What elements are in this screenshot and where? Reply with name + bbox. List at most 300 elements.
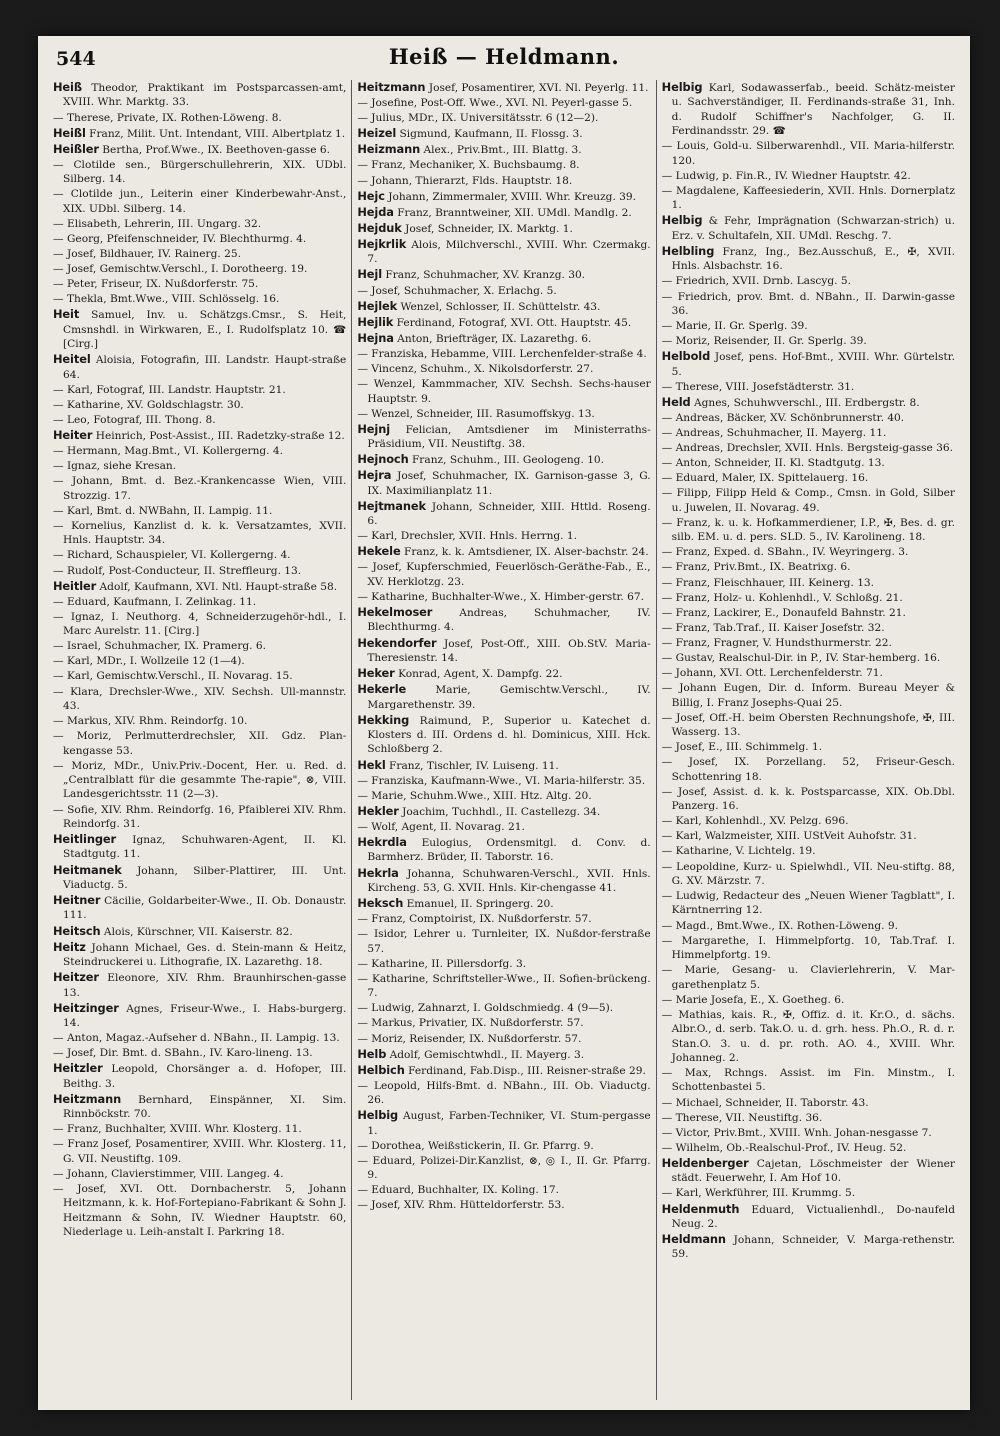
directory-entry	[662, 711, 955, 740]
entry-text: — Louis, Gold-u. Silberwarenhdl., VII. Maria-hilferstr. 120.	[661, 140, 955, 167]
entry-text: — Josef, Bildhauer, IV. Rainerg. 25.	[53, 247, 241, 260]
directory-entry	[662, 666, 955, 680]
entry-text: — Mathias, kais. R., ✠, Offiz. d. it. Kr.O., d. sächs. Albr.O., d. serb. Tak.O. u. d. grh. hess. Ph.O., R. d. r. Stan.O. 3. u. d. pr. roth. AO. 4., XVIII. Whr. Johanneg. 2.	[661, 1008, 955, 1064]
entry-surname: Heitsch	[53, 923, 101, 938]
directory-entry	[357, 666, 650, 681]
entry-text: — Karl, Bmt. d. NWBahn, II. Lampig. 11.	[53, 504, 273, 517]
directory-entry	[53, 970, 346, 1000]
entry-surname: Hekele	[357, 544, 401, 559]
entry-text: — Sofie, XIV. Rhm. Reindorfg. 16, Pfaiblerei XIV. Rhm. Reindorfg. 31.	[53, 803, 347, 830]
entry-text: Eleonore, XIV. Rhm. Braunhirschen-gasse 13.	[63, 972, 347, 999]
directory-column-2	[351, 80, 655, 1400]
entry-text: — Clotilde jun., Leiterin einer Kinderbewahr-Anst., XIX. UDbl. Silberg. 14.	[53, 188, 347, 215]
entry-surname: Heitzer	[53, 970, 99, 985]
directory-entry	[357, 896, 650, 911]
directory-entry	[357, 1016, 650, 1030]
directory-entry	[357, 205, 650, 220]
entry-text: — Hermann, Mag.Bmt., VI. Kollergerng. 4.	[53, 445, 284, 458]
entry-text: — Franz, Lackirer, E., Donaufeld Bahnstr. 21.	[661, 606, 906, 619]
entry-text: — Ignaz, siehe Kresan.	[53, 460, 177, 473]
directory-entry	[357, 189, 650, 204]
entry-text: Samuel, Inv. u. Schätzgs.Cmsr., S. Heit, Cmsnshdl. in Wirkwaren, E., I. Rudolfsplatz 10. ☎ [Cirg.]	[63, 309, 347, 351]
entry-text: — Ludwig, p. Fin.R., IV. Wiedner Hauptstr. 42.	[661, 169, 911, 182]
directory-entry	[53, 277, 346, 291]
directory-entry	[53, 564, 346, 578]
directory-entry	[357, 1183, 650, 1197]
entry-text: Andreas, Schuhmacher, IV. Blechthurmg. 4.	[367, 607, 651, 634]
directory-entry	[357, 1108, 650, 1138]
entry-text: — Karl, Fotograf, III. Landstr. Hauptstr. 21.	[53, 383, 286, 396]
directory-entry	[357, 1198, 650, 1212]
entry-text: — Josef, XVI. Ott. Dornbacherstr. 5, Johann Heitzmann, k. k. Hof-Fortepiano-Fabrikant & Sohn J. Heitzmann & Sohn, IV. Wiedner Hauptstr. 60, Niederlage u. Leih-anstalt I. Parkring 18.	[53, 1183, 347, 1239]
entry-text: — Karl, MDr., I. Wollzeile 12 (1—4).	[53, 655, 245, 668]
directory-entry	[662, 785, 955, 814]
directory-entry	[53, 639, 346, 653]
entry-text: — Josef, Dir. Bmt. d. SBahn., IV. Karo-lineng. 13.	[53, 1047, 313, 1060]
entry-surname: Heizmann	[357, 142, 421, 157]
entry-text: Franz, Branntweiner, XII. UMdl. Mandlg. 2.	[393, 206, 632, 219]
directory-entry	[662, 1096, 955, 1110]
directory-entry	[662, 184, 955, 213]
directory-entry	[357, 284, 650, 298]
entry-text: — Moriz, Perlmutterdrechsler, XII. Gdz. Plan-kengasse 53.	[53, 730, 347, 757]
entry-text: — Anton, Magaz.-Aufseher d. NBahn., II. Lampig. 13.	[53, 1032, 340, 1045]
entry-text: — Elisabeth, Lehrerin, III. Ungarg. 32.	[53, 217, 262, 230]
entry-text: Franz, Schuhm., III. Geologeng. 10.	[408, 454, 605, 467]
directory-entry	[357, 174, 650, 188]
directory-entry	[357, 96, 650, 110]
entry-text: — Karl, Walzmeister, XIII. UStVeit Auhofstr. 31.	[661, 830, 917, 843]
entry-text: — Klara, Drechsler-Wwe., XIV. Sechsh. Ull-mannstr. 43.	[53, 685, 347, 712]
directory-entry	[357, 866, 650, 896]
entry-text: — Katharine, Buchhalter-Wwe., X. Himber-gerstr. 67.	[357, 590, 644, 603]
entry-text: Eulogius, Ordensmitgl. d. Conv. d. Barmherz. Brüder, II. Taborstr. 16.	[367, 837, 651, 864]
entry-text: — Katharine, XV. Goldschlagstr. 30.	[53, 398, 244, 411]
directory-entry	[53, 80, 346, 110]
entry-surname: Heitner	[53, 893, 101, 908]
directory-entry	[662, 1156, 955, 1186]
directory-entry	[357, 299, 650, 314]
directory-entry	[662, 380, 955, 394]
entry-text: — Therese, VII. Neustiftg. 36.	[661, 1111, 823, 1124]
entry-text: Johann, Schneider, XIII. Httld. Roseng. 6.	[367, 500, 651, 528]
directory-entry	[357, 111, 650, 125]
directory-entry	[357, 912, 650, 926]
entry-text: — Friedrich, XVII. Drnb. Lascyg. 5.	[661, 275, 851, 288]
directory-page	[38, 36, 970, 1410]
directory-entry	[53, 940, 346, 970]
directory-entry	[662, 1202, 955, 1232]
directory-entry	[53, 610, 346, 639]
directory-entry	[357, 80, 650, 95]
entry-text: — Georg, Pfeifenschneider, IV. Blechthurmg. 4.	[53, 232, 307, 245]
directory-entry	[53, 217, 346, 231]
entry-text: Franz, k. k. Amtsdiener, IX. Alser-bachstr. 24.	[400, 546, 649, 559]
entry-text: — Wenzel, Schneider, III. Rasumoffskyg. 13.	[357, 407, 595, 420]
entry-text: — Franz, Buchhalter, XVIII. Whr. Klosterg. 11.	[53, 1123, 302, 1136]
entry-surname: Heißler	[53, 141, 99, 156]
entry-text: — Katharine, V. Lichtelg. 19.	[661, 845, 816, 858]
entry-surname: Hejnoch	[357, 452, 409, 467]
directory-entry	[662, 844, 955, 858]
entry-text: Agnes, Friseur-Wwe., I. Habs-burgerg. 14.	[63, 1002, 347, 1030]
entry-surname: Heitmanek	[53, 862, 122, 877]
directory-entry	[357, 713, 650, 757]
directory-entry	[53, 669, 346, 683]
entry-text: Ferdinand, Fotograf, XVI. Ott. Hauptstr. 45.	[393, 316, 632, 329]
directory-entry	[53, 142, 346, 157]
entry-surname: Heitzmann	[53, 1091, 122, 1106]
directory-entry	[53, 685, 346, 714]
entry-text: — Johann Eugen, Dir. d. Inform. Bureau Meyer & Billig, I. Franz Josephs-Quai 25.	[661, 682, 955, 709]
directory-entry	[662, 860, 955, 889]
directory-entry	[53, 474, 346, 503]
directory-entry	[357, 1139, 650, 1153]
entry-text: Marie, Gemischtw.Verschl., IV. Margarethenstr. 39.	[367, 684, 651, 711]
directory-entry	[357, 407, 650, 421]
entry-surname: Helbig	[661, 80, 703, 94]
directory-entry	[357, 237, 650, 267]
entry-surname: Hekrdla	[357, 835, 407, 850]
directory-entry	[357, 1063, 650, 1078]
entry-text: — Andreas, Schuhmacher, II. Mayerg. 11.	[661, 426, 887, 439]
entry-text: — Ignaz, I. Neuthorg. 4, Schneiderzugehör-hdl., I. Marc Aurelstr. 11. [Cirg.]	[53, 610, 347, 638]
entry-surname: Helbig	[661, 213, 703, 228]
directory-entry	[53, 262, 346, 276]
directory-entry	[662, 516, 955, 545]
directory-entry	[53, 428, 346, 443]
entry-text: & Fehr, Imprägnation (Schwarzan-strich) u. Erz. v. Schultafeln, XII. UMdl. Reschg. 7.	[671, 215, 955, 242]
entry-surname: Heitzinger	[53, 1000, 119, 1015]
directory-entry	[357, 315, 650, 330]
directory-entry	[53, 595, 346, 609]
entry-surname: Hekerle	[357, 682, 407, 697]
entry-text: — Franz, Comptoirist, IX. Nußdorferstr. 57.	[357, 913, 592, 926]
entry-text: Heinrich, Post-Assist., III. Radetzky-straße 12.	[92, 430, 345, 443]
directory-entry	[53, 459, 346, 473]
directory-entry	[662, 274, 955, 288]
entry-text: August, Farben-Techniker, VI. Stum-pergasse 1.	[367, 1110, 651, 1137]
directory-entry	[662, 1008, 955, 1066]
directory-entry	[662, 651, 955, 665]
entry-text: Bernhard, Einspänner, XI. Sim. Rinnböckstr. 70.	[63, 1093, 347, 1121]
entry-text: — Friedrich, prov. Bmt. d. NBahn., II. Darwin-gasse 36.	[661, 290, 955, 317]
directory-entry	[53, 292, 346, 306]
directory-entry	[53, 232, 346, 246]
directory-entry	[53, 863, 346, 893]
directory-entry	[357, 544, 650, 559]
directory-entry	[662, 1141, 955, 1155]
entry-text: — Wilhelm, Ob.-Realschul-Prof., IV. Heug. 52.	[661, 1141, 907, 1154]
entry-text: Leopold, Chorsänger a. d. Hofoper, III. Beithg. 3.	[63, 1063, 347, 1090]
directory-entry	[357, 422, 650, 452]
directory-entry	[662, 621, 955, 635]
entry-text: — Marie, Schuhm.Wwe., XIII. Htz. Altg. 20.	[357, 789, 592, 802]
directory-entry	[357, 804, 650, 819]
entry-surname: Hejlek	[357, 298, 398, 313]
entry-text: Ignaz, Schuhwaren-Agent, II. Kl. Stadtgutg. 11.	[63, 834, 347, 861]
entry-text: Johann, Zimmermaler, XVIII. Whr. Kreuzg. 39.	[384, 190, 637, 203]
entry-text: — Josef, Kupferschmied, Feuerlösch-Geräthe-Fab., E., XV. Herklotzg. 23.	[357, 561, 651, 588]
entry-surname: Helbich	[357, 1062, 405, 1077]
directory-entry	[662, 681, 955, 710]
page-number: 544	[56, 48, 96, 70]
entry-text: Raimund, P., Superior u. Katechet d. Klosters d. III. Ordens d. hl. Dominicus, XIII. Hck. Schloßberg 2.	[367, 714, 651, 756]
directory-entry	[662, 349, 955, 379]
entry-surname: Heitz	[53, 939, 86, 954]
directory-entry	[662, 993, 955, 1007]
entry-text: — Franz, Priv.Bmt., IX. Beatrixg. 6.	[661, 561, 851, 574]
entry-surname: Held	[661, 394, 691, 409]
directory-entry	[53, 1122, 346, 1136]
entry-text: Josef, Post-Off., XIII. Ob.StV. Maria-Theresienstr. 14.	[367, 637, 651, 664]
directory-entry	[53, 714, 346, 728]
entry-text: — Karl, Drechsler, XVII. Hnls. Herrng. 1.	[357, 530, 578, 543]
directory-entry	[662, 169, 955, 183]
entry-text: — Josef, Schuhmacher, X. Erlachg. 5.	[357, 284, 557, 297]
directory-entry	[53, 579, 346, 594]
directory-entry	[357, 377, 650, 406]
entry-text: — Franz, Exped. d. SBahn., IV. Weyringerg. 3.	[661, 546, 909, 559]
entry-text: — Anton, Schneider, II. Kl. Stadtgutg. 13.	[661, 457, 885, 470]
directory-entry	[53, 832, 346, 862]
entry-surname: Hejkrlik	[357, 236, 407, 251]
entry-surname: Hejtmanek	[357, 498, 427, 513]
directory-entry	[662, 411, 955, 425]
directory-entry	[357, 789, 650, 803]
entry-text: — Josef, E., III. Schimmelg. 1.	[661, 741, 823, 754]
directory-entry	[357, 605, 650, 635]
directory-entry	[357, 452, 650, 467]
directory-entry	[662, 636, 955, 650]
directory-entry	[53, 1092, 346, 1122]
entry-text: — Therese, VIII. Josefstädterstr. 31.	[661, 380, 855, 393]
directory-entry	[357, 820, 650, 834]
entry-text: — Therese, Private, IX. Rothen-Löweng. 8.	[53, 111, 282, 124]
entry-text: — Israel, Schuhmacher, IX. Pramerg. 6.	[53, 640, 267, 653]
directory-entry	[662, 395, 955, 410]
directory-entry	[662, 471, 955, 485]
entry-text: — Eduard, Kaufmann, I. Zelinkag. 11.	[53, 595, 257, 608]
entry-surname: Heitlinger	[53, 832, 117, 847]
entry-surname: Hekler	[357, 803, 399, 818]
directory-entry	[53, 1001, 346, 1031]
directory-entry	[357, 158, 650, 172]
entry-text: — Franz, Holz- u. Kohlenhdl., V. Schloßg. 21.	[661, 591, 903, 604]
entry-text: — Josef, XIV. Rhm. Hütteldorferstr. 53.	[357, 1199, 565, 1212]
entry-text: — Peter, Friseur, IX. Nußdorferstr. 75.	[53, 278, 259, 291]
directory-entry	[53, 1137, 346, 1166]
entry-text: — Julius, MDr., IX. Universitätsstr. 6 (12—2).	[357, 112, 599, 125]
entry-text: — Marie, II. Gr. Sperlg. 39.	[661, 320, 808, 332]
directory-entry	[53, 158, 346, 187]
directory-entry	[53, 1061, 346, 1091]
entry-text: — Victor, Priv.Bmt., XVIII. Wnh. Johan-nesgasse 7.	[661, 1126, 932, 1139]
directory-entry	[357, 682, 650, 712]
directory-entry	[357, 590, 650, 604]
directory-entry	[662, 755, 955, 784]
entry-text: Franz, Schuhmacher, XV. Kranzg. 30.	[382, 269, 586, 282]
directory-entry	[662, 213, 955, 243]
entry-text: — Josef, Assist. d. k. k. Postsparcasse, XIX. Ob.Dbl. Panzerg. 16.	[661, 785, 955, 813]
entry-surname: Hejra	[357, 468, 392, 483]
entry-text: Eduard, Victualienhdl., Do-naufeld Neug. 2.	[671, 1203, 955, 1230]
entry-text: — Wenzel, Kammmacher, XIV. Sechsh. Sechs-hauser Hauptstr. 9.	[357, 378, 651, 405]
directory-entry	[662, 334, 955, 348]
entry-text: Emanuel, II. Springerg. 20.	[403, 898, 554, 911]
entry-surname: Heißl	[53, 125, 86, 140]
entry-text: Konrad, Agent, X. Dampfg. 22.	[394, 668, 563, 681]
directory-entry	[53, 548, 346, 562]
entry-surname: Heldenberger	[661, 1155, 749, 1170]
entry-text: — Josef, Off.-H. beim Obersten Rechnungshofe, ✠, III. Wasserg. 13.	[661, 711, 955, 739]
directory-entry	[357, 468, 650, 498]
directory-entry	[662, 1186, 955, 1200]
entry-text: — Andreas, Bäcker, XV. Schönbrunnerstr. 40.	[661, 411, 905, 424]
directory-entry	[357, 636, 650, 666]
entry-surname: Heitler	[53, 578, 97, 593]
directory-entry	[357, 774, 650, 788]
directory-entry	[53, 729, 346, 758]
entry-surname: Hekl	[357, 757, 386, 772]
directory-entry	[357, 499, 650, 529]
entry-surname: Hekelmoser	[357, 605, 433, 620]
entry-text: — Richard, Schauspieler, VI. Kollergerng. 4.	[53, 549, 291, 562]
entry-text: — Franziska, Kaufmann-Wwe., VI. Maria-hilferstr. 35.	[357, 774, 646, 787]
entry-text: — Franz, Mechaniker, X. Buchsbaumg. 8.	[357, 159, 580, 172]
directory-entry	[357, 560, 650, 589]
directory-entry	[53, 504, 346, 518]
entry-text: — Markus, Privatier, IX. Nußdorferstr. 57.	[357, 1017, 584, 1030]
directory-entry	[357, 1047, 650, 1062]
entry-surname: Helbold	[661, 349, 711, 364]
directory-entry	[357, 267, 650, 282]
entry-text: — Moriz, Reisender, II. Gr. Sperlg. 39.	[661, 335, 867, 348]
entry-surname: Hekking	[357, 712, 410, 727]
entry-text: Johann Michael, Ges. d. Stein-mann & Heitz, Steindruckerei u. Lithografie, IX. Lazarethg. 18.	[63, 941, 347, 969]
directory-entry	[53, 803, 346, 832]
directory-entry	[662, 244, 955, 274]
directory-entry	[53, 413, 346, 427]
directory-entry	[357, 972, 650, 1001]
entry-text: — Marie Josefa, E., X. Goetheg. 6.	[661, 993, 845, 1006]
entry-surname: Helbling	[661, 243, 715, 258]
directory-entry	[662, 1232, 955, 1262]
directory-entry	[357, 758, 650, 773]
directory-entry	[662, 591, 955, 605]
entry-text: — Moriz, Reisender, IX. Nußdorferstr. 57.	[357, 1032, 582, 1045]
directory-entry	[53, 893, 346, 923]
directory-entry	[357, 1154, 650, 1183]
directory-entry	[53, 444, 346, 458]
entry-text: Adolf, Gemischtwhdl., II. Mayerg. 3.	[386, 1048, 585, 1061]
entry-text: — Margarethe, I. Himmelpfortg. 10, Tab.Traf. I. Himmelpfortg. 19.	[661, 934, 955, 962]
directory-entry	[53, 924, 346, 939]
directory-entry	[662, 814, 955, 828]
entry-text: Anton, Briefträger, IX. Lazarethg. 6.	[393, 332, 592, 345]
page-header	[50, 44, 958, 76]
entry-text: Theodor, Praktikant im Postsparcassen-amt, XVIII. Whr. Marktg. 33.	[63, 82, 347, 109]
directory-entry	[357, 835, 650, 865]
entry-text: Johanna, Schuhwaren-Verschl., XVII. Hnls. Kircheng. 53, G. XVII. Hnls. Kir-chengasse 41.	[367, 867, 651, 894]
entry-text: — Leopoldine, Kurz- u. Spielwhdl., VII. Neu-stiftg. 88, G. XV. Märzstr. 7.	[661, 860, 955, 887]
directory-entry	[53, 352, 346, 382]
entry-text: — Ludwig, Zahnarzt, I. Goldschmiedg. 4 (9—5).	[357, 1002, 614, 1015]
entry-text: Sigmund, Kaufmann, II. Flossg. 3.	[396, 128, 583, 141]
entry-text: Josef, Posamentirer, XVI. Nl. Peyerlg. 11.	[425, 82, 649, 94]
directory-entry	[357, 347, 650, 361]
directory-entry	[53, 111, 346, 125]
entry-text: — Gustav, Realschul-Dir. in P., IV. Star-hemberg. 16.	[661, 652, 941, 664]
directory-entry	[357, 331, 650, 346]
directory-entry	[53, 1031, 346, 1045]
entry-surname: Hejnj	[357, 421, 391, 436]
directory-entry	[662, 139, 955, 168]
entry-text: — Eduard, Maler, IX. Spittelauerg. 16.	[661, 472, 869, 485]
directory-entry	[53, 519, 346, 548]
directory-entry	[53, 1167, 346, 1181]
entry-text: — Katharine, II. Pillersdorfg. 3.	[357, 957, 527, 970]
entry-text: — Johann, XVI. Ott. Lerchenfelderstr. 71.	[661, 667, 883, 680]
entry-text: Franz, Milit. Unt. Intendant, VIII. Albertplatz 1.	[85, 127, 346, 140]
entry-surname: Hekendorfer	[357, 635, 437, 650]
entry-text: Wenzel, Schlosser, II. Schüttelstr. 43.	[397, 300, 601, 313]
directory-entry	[53, 398, 346, 412]
entry-text: — Leopold, Hilfs-Bmt. d. NBahn., III. Ob. Viaductg. 26.	[357, 1079, 651, 1107]
entry-text: — Franz Josef, Posamentirer, XVIII. Whr. Klosterg. 11, G. VII. Neustiftg. 109.	[53, 1138, 347, 1165]
directory-entry	[662, 290, 955, 319]
entry-text: Agnes, Schuhwverschl., III. Erdbergstr. 8.	[690, 396, 920, 409]
directory-entry	[53, 126, 346, 141]
directory-entry	[357, 1001, 650, 1015]
entry-surname: Heitzler	[53, 1061, 103, 1076]
entry-text: — Franziska, Hebamme, VIII. Lerchenfelder-straße 4.	[357, 347, 647, 360]
entry-text: Alois, Kürschner, VII. Kaiserstr. 82.	[100, 925, 293, 938]
entry-text: — Andreas, Drechsler, XVII. Hnls. Bergsteig-gasse 36.	[661, 442, 953, 455]
entry-surname: Heksch	[357, 896, 404, 911]
directory-entry	[662, 1066, 955, 1095]
directory-entry	[662, 441, 955, 455]
entry-text: — Moriz, MDr., Univ.Priv.-Docent, Her. u. Red. d. „Centralblatt für die gesammte The-rapie", ⊗, VIII. Landesgerichtsstr. 11 (2—3).	[53, 759, 347, 801]
directory-entry	[53, 1182, 346, 1240]
entry-text: — Franz, Fleischhauer, III. Keinerg. 13.	[661, 576, 875, 589]
entry-text: — Rudolf, Post-Conducteur, II. Streffleurg. 13.	[53, 564, 302, 577]
entry-surname: Helbig	[357, 1108, 399, 1123]
directory-entry	[53, 654, 346, 668]
directory-entry	[357, 1079, 650, 1108]
entry-surname: Heker	[357, 666, 395, 681]
entry-surname: Hejna	[357, 330, 394, 345]
directory-entry	[662, 1111, 955, 1125]
entry-surname: Heiß	[53, 80, 82, 94]
entry-text: — Clotilde sen., Bürgerschullehrerin, XIX. UDbl. Silberg. 14.	[53, 158, 347, 186]
directory-entry	[53, 383, 346, 397]
entry-text: Josef, Schuhmacher, IX. Garnison-gasse 3, G. IX. Maximilianplatz 11.	[367, 470, 651, 497]
entry-text: Franz, Ing., Bez.Ausschuß, E., ✠, XVII. Hnls. Alsbachstr. 16.	[671, 245, 955, 273]
entry-text: — Johann, Thierarzt, Flds. Hauptstr. 18.	[357, 174, 573, 187]
directory-entry	[357, 1032, 650, 1046]
entry-text: — Isidor, Lehrer u. Turnleiter, IX. Nußdor-ferstraße 57.	[357, 928, 651, 955]
entry-text: — Vincenz, Schuhm., X. Nikolsdorferstr. 27.	[357, 363, 594, 375]
directory-entry	[53, 187, 346, 216]
entry-text: — Josefine, Post-Off. Wwe., XVI. Nl. Peyerl-gasse 5.	[357, 97, 633, 110]
entry-surname: Heizel	[357, 126, 397, 141]
entry-text: — Magd., Bmt.Wwe., IX. Rothen-Löweng. 9.	[661, 919, 898, 932]
entry-text: — Johann, Clavierstimmer, VIII. Langeg. 4.	[53, 1167, 284, 1180]
entry-text: — Eduard, Polizei-Dir.Kanzlist, ⊗, ◎ I., II. Gr. Pfarrg. 9.	[357, 1154, 651, 1182]
directory-columns	[48, 80, 960, 1400]
entry-text: — Marie, Gesang- u. Clavierlehrerin, V. Mar-garethenplatz 5.	[661, 964, 955, 991]
